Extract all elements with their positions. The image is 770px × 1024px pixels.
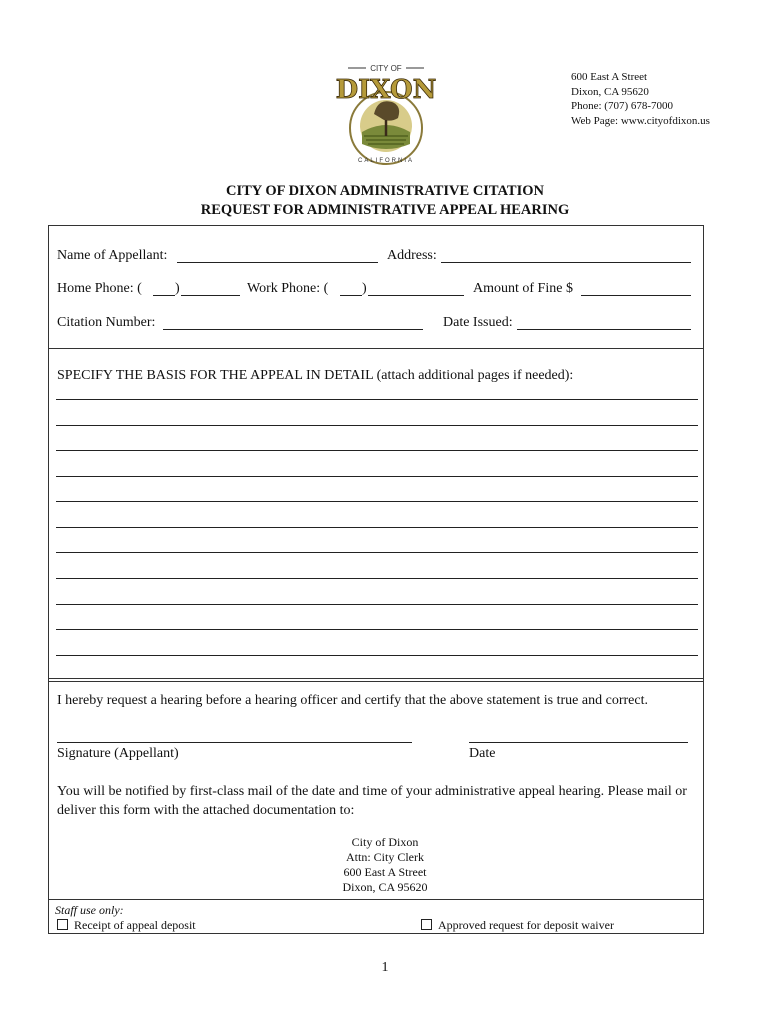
- mail-to-address: [300, 835, 470, 895]
- section-divider-2b: [48, 681, 704, 682]
- logo-city-of-text: CITY OF: [370, 64, 402, 73]
- date-label: Date: [469, 746, 496, 761]
- notification-notice: You will be notified by first-class mail of the date and time of your administrative appeal hearing. Please mail or deliver this form with the attached documentation to:: [57, 784, 687, 818]
- section-divider-3: [48, 899, 704, 900]
- certify-statement: I hereby request a hearing before a hearing officer and certify that the above statement is true and correct.: [57, 693, 648, 708]
- city-of-dixon-logo: [334, 62, 438, 170]
- appeal-line-1[interactable]: [56, 399, 698, 400]
- date-issued-field[interactable]: [517, 329, 691, 330]
- deposit-waiver-checkbox[interactable]: [421, 919, 432, 930]
- signature-label: Signature (Appellant): [57, 746, 179, 761]
- receipt-deposit-option[interactable]: [57, 918, 196, 933]
- mail-to-line3: 600 East A Street: [343, 865, 427, 879]
- deposit-waiver-option[interactable]: [421, 918, 614, 933]
- header-web: Web Page: www.cityofdixon.us: [571, 114, 710, 127]
- appeal-line-9[interactable]: [56, 604, 698, 605]
- date-issued-label: Date Issued:: [443, 315, 513, 330]
- appeal-line-11[interactable]: [56, 655, 698, 656]
- appeal-line-5[interactable]: [56, 501, 698, 502]
- appeal-line-8[interactable]: [56, 578, 698, 579]
- appeal-line-7[interactable]: [56, 552, 698, 553]
- form-title-line1: CITY OF DIXON ADMINISTRATIVE CITATION: [226, 183, 544, 199]
- date-field[interactable]: [469, 742, 688, 743]
- header-street: 600 East A Street: [571, 71, 648, 83]
- fine-amount-label: Amount of Fine $: [473, 281, 573, 296]
- fine-amount-field[interactable]: [581, 295, 691, 296]
- signature-field[interactable]: [57, 742, 412, 743]
- deposit-waiver-label: Approved request for deposit waiver: [438, 918, 614, 932]
- section-divider-1: [48, 348, 704, 349]
- work-phone-label: Work Phone: (: [247, 281, 329, 296]
- citation-number-label: Citation Number:: [57, 315, 156, 330]
- work-phone-field[interactable]: [368, 295, 464, 296]
- mail-to-line4: Dixon, CA 95620: [342, 880, 428, 894]
- appeal-line-3[interactable]: [56, 450, 698, 451]
- work-phone-area-field[interactable]: [340, 295, 362, 296]
- receipt-deposit-checkbox[interactable]: [57, 919, 68, 930]
- home-phone-area-field[interactable]: [153, 295, 175, 296]
- work-phone-paren: ): [362, 281, 367, 296]
- staff-use-heading: Staff use only:: [55, 903, 124, 917]
- appeal-line-4[interactable]: [56, 476, 698, 477]
- address-label: Address:: [387, 248, 437, 263]
- form-box: [48, 225, 704, 934]
- section-divider-2: [48, 678, 704, 679]
- mail-to-line1: City of Dixon: [351, 835, 419, 849]
- appeal-line-6[interactable]: [56, 527, 698, 528]
- appeal-line-10[interactable]: [56, 629, 698, 630]
- mail-to-line2: Attn: City Clerk: [346, 850, 424, 864]
- logo-dixon-text: DIXON: [335, 75, 437, 105]
- page-number: 1: [381, 960, 389, 975]
- appeal-basis-heading: SPECIFY THE BASIS FOR THE APPEAL IN DETAIL (attach additional pages if needed):: [57, 368, 574, 383]
- citation-number-field[interactable]: [163, 329, 423, 330]
- appellant-name-field[interactable]: [177, 262, 378, 263]
- header-phone: Phone: (707) 678-7000: [571, 100, 674, 112]
- home-phone-paren: ): [175, 281, 180, 296]
- home-phone-field[interactable]: [181, 295, 240, 296]
- appellant-name-label: Name of Appellant:: [57, 248, 168, 263]
- home-phone-label: Home Phone: (: [57, 281, 142, 296]
- header-address: [571, 70, 710, 128]
- appeal-line-2[interactable]: [56, 425, 698, 426]
- form-title-line2: REQUEST FOR ADMINISTRATIVE APPEAL HEARING: [200, 202, 570, 218]
- receipt-deposit-label: Receipt of appeal deposit: [74, 918, 196, 932]
- header-city: Dixon, CA 95620: [571, 85, 649, 98]
- logo-california-text: CALIFORNIA: [357, 158, 415, 164]
- address-field[interactable]: [441, 262, 691, 263]
